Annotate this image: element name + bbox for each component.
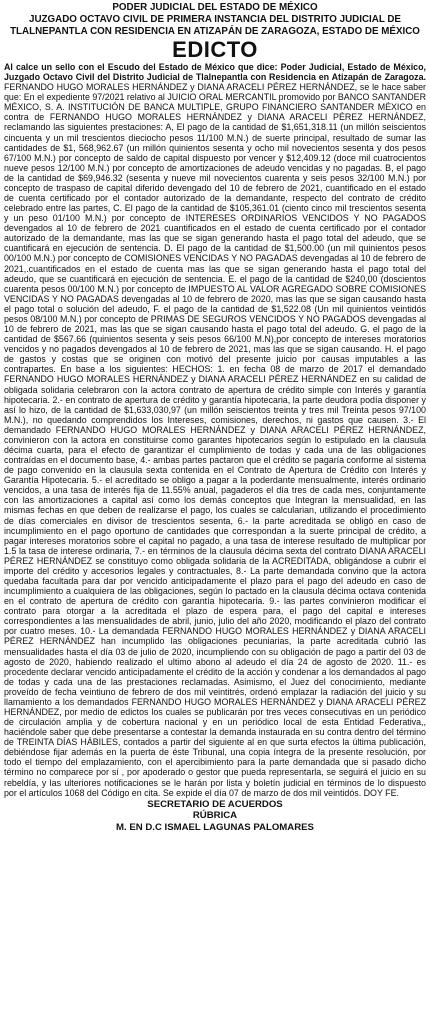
document-title: EDICTO bbox=[172, 37, 258, 62]
signer-title: SECRETARIO DE ACUERDOS bbox=[147, 798, 283, 810]
body-text: FERNANDO HUGO MORALES HERNÁNDEZ y DIANA ARACELI PÉREZ HERNÁNDEZ, se le hace saber que: En el expediente 97/2021 relativo al JUICIO ORAL MERCANTIL promovido por BANCO SANTANDER MÉXICO, S. A. INSTITUCIÓN DE BANCA MULTIPLE, GRUPO FINANCIERO SANTANDER MÉXICO en contra de FERNANDO HUGO MORALES HERNÁNDEZ y DIANA ARACELI PÉREZ HERNÁNDEZ, reclamando las siguientes prestaciones: A, El pago de la cantidad de $1,651,318.11 (un millón seiscientos cincuenta y un mil trescientos dieciocho pesos 11/100 M.N.) de suerte principal, resultado de sumar las cantidades de $1, 568,962.67 (un millón quinientos sesenta y ocho mil novecientos sesenta y dos pesos 67/100 M.N.) por concepto de saldo de capital dispuesto por vencer y $12,409.12 (doce mil cuatrocientos nueve pesos 12/100 M.N.) por concepto de amortizaciones de adeudo vencidas y no pagadas. B, el pago de la cantidad de $69,946.32 (sesenta y nueve mil novecientos cuarenta y seis pesos 32/100 M.N.) por concepto de traspaso de capital diferido devengado del 10 de febrero de 2021, cuantificado en el estado de cuenta certificado por el contador autorizado de la demandante, respecto del contrato de crédito celebrado entre las partes, C. El pago de la cantidad de $105,361.01 (ciento cinco mil trescientos sesenta y un peso 01/100 M.N.) por concepto de INTERESES ORDINARIOS VENCIDOS Y NO PAGADOS devengados al 10 de febrero de 2021 cuantificados en el estado de cuenta certificado por el contador autorizado de la demandante, mas las que se sigan generando hasta el pago total del adeudo, que se cuantificará en ejecución de sentencia. D. El pago de la cantidad de $1,500.00 (un mil quinientos pesos 00/100 M.N.) por concepto de COMISIONES VENCIDAS Y NO PAGADAS devengadas al 10 de febrero de 2021,.cuantificados en el estado de cuenta mas las que se sigan generando hasta el pago total del adeudo, que se cuantificará en ejecución de sentencia. E. el pago de la cantidad de $240,00 (doscientos cuarenta pesos 00/100 M.N.) por concepto de IMPUESTO AL VALOR AGREGADO SOBRE COMISIONES VENCIDAS Y NO PAGADAS devengadas al 10 de febrero de 2020, mas las que se sigan causando hasta el pago total o solución del adeudo, F. el pago de la cantidad de $1,522.08 (Un mil quinientos veintidós pesos 08/100 M.N.) por concepto de PRIMAS DE SEGUROS VENCIDOS Y NO PAGADOS devengadas al 10 de febrero de 2021, mas las que se sigan causando hasta el pago total del adeudo. G. el pago de la cantidad de $567.66 (quinientos sesenta y seis pesos 66/100 M.N),por concepto de intereses moratorios vencidos y no pagados devengados al 10 de febrero de 2021, mas las que se sigan causando. H. el pago de gastos y costas que se originen con motivó del presente juicio por causas imputables a las contrapartes. En base a los siguientes: HECHOS: 1. en fecha 08 de marzo de 2017 el demandado FERNANDO HUGO MORALES HERNÁNDEZ y DIANA ARACELI PÉREZ HERNÁNDEZ en su calidad de obligada solidaria celebraron con la actora contrato de apertura de crédito simple con Interés y garantía hipotecaria. 2.- en contrato de apertura de crédito y garantía hipotecaria, la parte deudora podía disponer y así lo hizo, de la cantidad de $1,633,030,97 (un millón seiscientos treinta y tres mil Treinta pesos 97/100 M.N.), no quedando comprendidos los Intereses, comisiones, derechos, ni gastos que causen. 3.- El demandado FERNANDO HUGO MORALES HERNÁNDEZ y DIANA ARACELI PÉREZ HERNÁNDEZ, convinieron con la actora en constituirse como garantes hipotecarios según lo estipulado en la clausula décima cuarta, para el efecto de garantizar el cumplimiento de todas y cada una de las obligaciones contraídas en el documento base, 4.- ambas partes pactaron que el crédito se pagaría conforme al sistema de pago convenido en la clausula sexta contenida en el Contrato de Apertura de Crédito con Interés y Garantía Hipotecaria. 5.- el acreditado se obligo a pagar a la poderdante mensualmente, interés ordinario vencidos, a una tasa de interés fija de 11.55% anual, pagaderos el día tres de cada mes, conjuntamente con las amortizaciones a capital así como los demás conceptos que Integran la mensualidad, en las mismas fechas en que deben de realizarse el pago, los cuales se calcularian, utilizando el procedimiento de días comerciales en divisor de trescientos sesenta, 6.- la parte acreditada se obligó en caso de incumplimiento en el pago oportuno de cantidades que correspondan a la suerte principal de crédito, a pagar intereses moratorios sobre el capital no pagado, a una tasa de interese resultado de multiplicar por 1.5 la tasa de interese ordinaria, 7.- en términos de la clausula décima sexta del contrato DIANA ARACELI PÉREZ HERNÁNDEZ se constituyo como obligada solidaria de la ACREDITADA, obligándose a cubrir el importe del crédito y accesorios legales y contractuales, 8.- La parte demandada convino que la actora quedaba facultada para dar por vencido anticipadamente el plazo para el pago del adeudo en caso de incumplimiento a cualquiera de las obligaciones, según lo pactado en la clausula décima octava contenida en el contrato de apertura de crédito con garantía hipotecaria. 9.- las partes convinieron modificar el contrato para otorgar a la acreditada el plazo de espera para, el pago del capital e intereses correspondientes a las mensualidades de abril, junio, julio del año 2020, modificando el plazo del contrato por cuatro meses. 10.- La demandada FERNANDO HUGO MORALES HERNÁNDEZ y DIANA ARACELI PÉREZ HERNÁNDEZ han incumplido las obligaciones pecuniarias, la parte acreditada cubrió las mensualidades hasta el día 03 de julio de 2020, incumpliendo con su obligación de pago a partir del 03 de agosto de 2020, habiendo realizado el ultimo abono al adeudo el día 24 de agosto de 2020. 11.- es procedente declarar vencido anticipadamente el crédito de la acción y condenar a los demandados al pago de todas y cada una de las prestaciones reclamadas. Asimismo, el Juez del conocimiento, mediante proveído de fecha veintiuno de febrero de dos mil veintitrés, ordenó emplazar la radiación del juicio y su llamamiento a los demandados FERNANDO HUGO MORALES HERNÁNDEZ y DIANA ARACELI PÉREZ HERNÁNDEZ, por medio de edictos los cuales se publicarán por tres veces consecutivas en un periódico de circulación amplia y de cobertura nacional y en un periódico local de esta Entidad Federativa,, haciéndole saber que debe presentarse a contestar la demanda instaurada en su contra dentro del término de TREINTA DÍAS HÁBILES, contados a partir del siguiente al en que surta efectos la última publicación, debiéndose fijar además en la puerta de éste Tribunal, una copia íntegra de la presente resolución, por todo el tiempo del emplazamiento, con el apercibimiento para la parte demandada que si pasado dicho término no comparece por sí , por apoderado o gestor que pueda representarla, se seguirá el juicio en su rebeldía, y las ulteriores notificaciones se le harán por lista y boletín judicial en términos de lo dispuesto por el artículos 1068 del Código en cita. Se expide el día 07 de marzo de dos mil veintidós. DOY FE. bbox=[4, 82, 426, 798]
header-line-1: PODER JUDICIAL DEL ESTADO DE MÉXICO bbox=[112, 2, 318, 13]
header-line-2: JUZGADO OCTAVO CIVIL DE PRIMERA INSTANCIA DEL DISTRITO JUDICIAL DE bbox=[29, 14, 401, 25]
signature-label: RÚBRICA bbox=[192, 810, 238, 822]
document-body bbox=[4, 62, 426, 798]
signer-name: M. EN D.C ISMAEL LAGUNAS PALOMARES bbox=[116, 821, 314, 833]
document-footer bbox=[4, 799, 426, 834]
document-header bbox=[4, 2, 426, 38]
header-line-3: TLALNEPANTLA CON RESIDENCIA EN ATIZAPÁN DE ZARAGOZA, ESTADO DE MÉXICO bbox=[10, 26, 420, 37]
body-lead: Al calce un sello con el Escudo del Estado de México que dice: Poder Judicial, Estado de México, Juzgado Octavo Civil del Distrito Judicial de Tlalnepantla con Residencia en Atizapán de Zaragoza. bbox=[4, 62, 426, 83]
